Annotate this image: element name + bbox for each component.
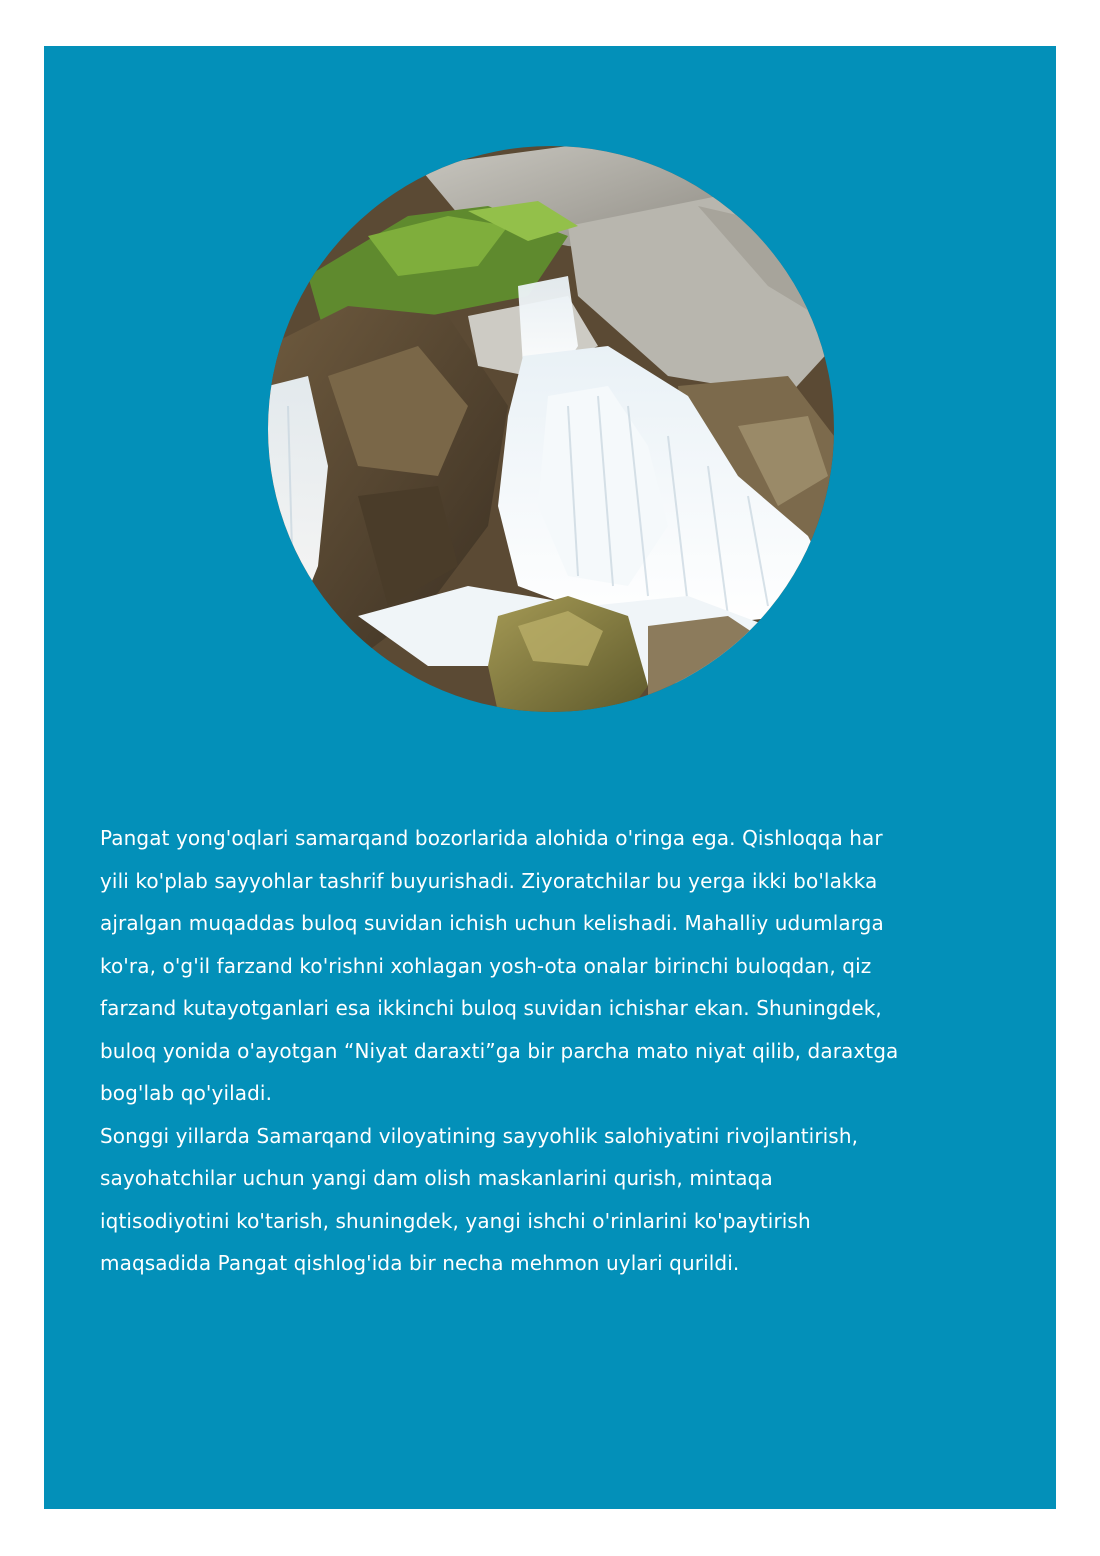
waterfall-photo	[268, 146, 834, 712]
paragraph-1: Pangat yong'oqlari samarqand bozorlarida alohida o'ringa ega. Qishloqqa har yili ko'plab sayyohlar tashrif buyurishadi. Ziyoratchilar bu yerga ikki bo'lakka ajralgan muqaddas buloq suvidan ichish uchun kelishadi. Mahalliy udumlarga ko'ra, o'g'il farzand ko'rishni xohlagan yosh-ota onalar birinchi buloqdan, qiz farzand kutayotganlari esa ikkinchi buloq suvidan ichishar ekan. Shuningdek, buloq yonida o'ayotgan “Niyat daraxti”ga bir parcha mato niyat qilib, daraxtga bog'lab qo'yiladi.	[100, 826, 899, 1105]
article-text	[100, 817, 1010, 1285]
paragraph-2: Songgi yillarda Samarqand viloyatining sayyohlik salohiyatini rivojlantirish, sayohatchilar uchun yangi dam olish maskanlarini qurish, mintaqa iqtisodiyotini ko'tarish, shuningdek, yangi ishchi o'rinlarini ko'paytirish maqsadida Pangat qishlog'ida bir necha mehmon uylari qurildi.	[100, 1123, 859, 1275]
